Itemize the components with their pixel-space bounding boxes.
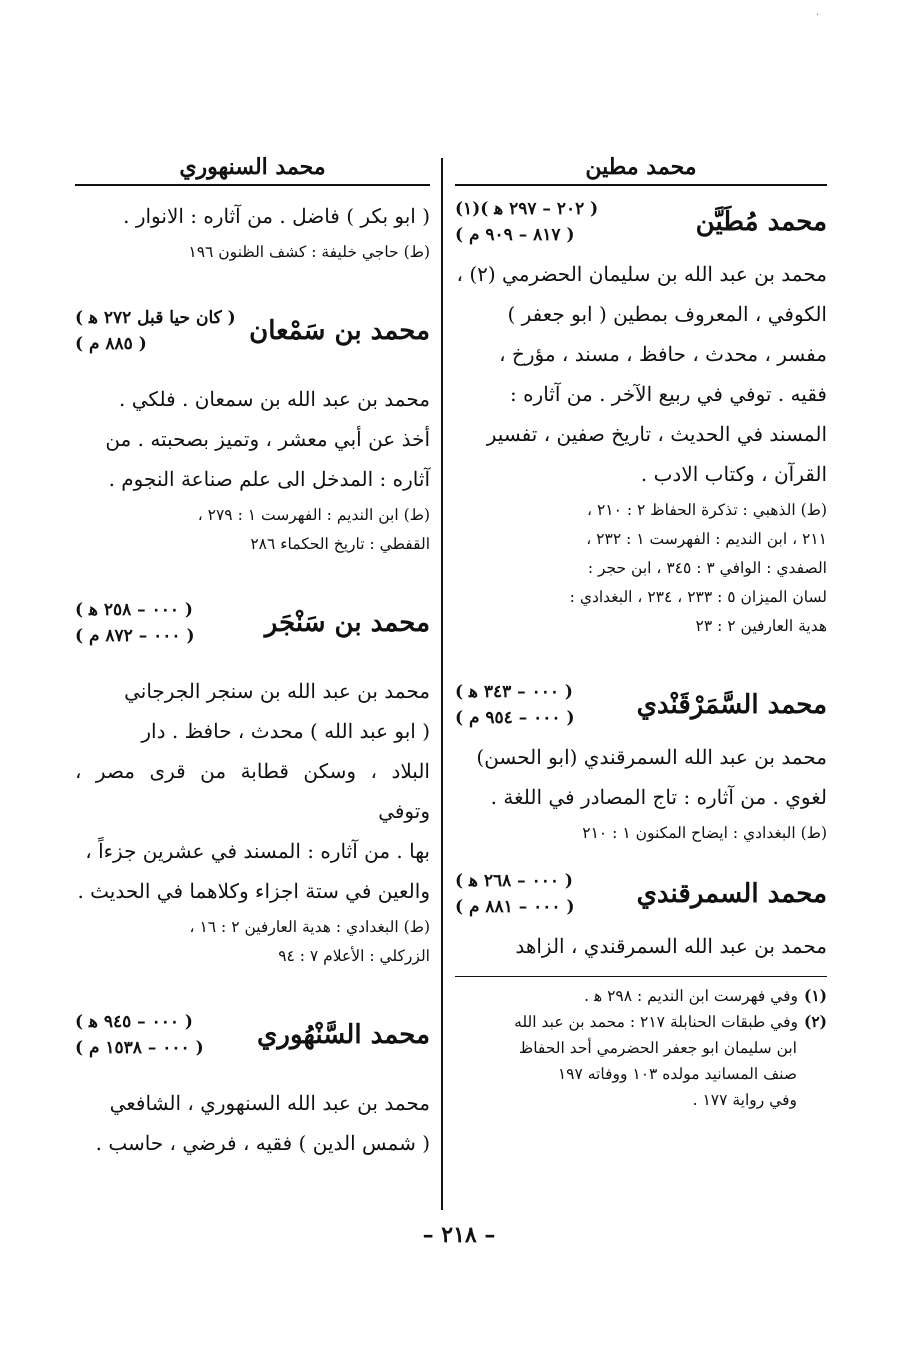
entry-name: محمد بن سَمْعان <box>249 316 430 346</box>
entry-heading <box>455 196 827 248</box>
dates-gregorian: ( ٨٨٥ م ) <box>75 334 147 354</box>
entry-sources <box>455 496 827 641</box>
source-line: (ط) الذهبي : تذكرة الحفاظ ٢ : ٢١٠ ، <box>587 501 827 519</box>
footnote-text: ابن سليمان ابو جعفر الحضرمي أحد الحفاظ <box>518 1039 797 1057</box>
running-header-right: محمد مطين <box>455 150 827 186</box>
entry-body <box>455 254 827 494</box>
footnote-text: صنف المسانيد مولده ١٠٣ ووفاته ١٩٧ <box>557 1065 797 1083</box>
footnote-line <box>455 1009 827 1035</box>
entry-name: محمد بن سَنْجَر <box>264 608 430 638</box>
entry-name: محمد السَّمَرْقَنْدي <box>636 690 827 720</box>
footnote-number: (٢) <box>803 1012 827 1031</box>
body-line: ( ابو بكر ) فاضل . من آثاره : الانوار . <box>123 204 430 228</box>
entry-dates <box>75 1009 204 1061</box>
body-line: محمد بن عبد الله السنهوري ، الشافعي <box>109 1091 430 1115</box>
body-line: الكوفي ، المعروف بمطين ( ابو جعفر ) <box>507 302 827 326</box>
dates-gregorian: ( ٠٠٠ – ١٥٣٨ م ) <box>75 1038 204 1058</box>
entry-heading <box>455 868 827 920</box>
source-line: (ط) ابن النديم : الفهرست ١ : ٢٧٩ ، <box>197 506 430 524</box>
entry-sources <box>455 819 827 848</box>
source-line: لسان الميزان ٥ : ٢٣٣ ، ٢٣٤ ، البغدادي : <box>569 588 827 606</box>
footnote-text: وفي طبقات الحنابلة ٢١٧ : محمد بن عبد الله <box>514 1013 798 1031</box>
footnote-line <box>455 1087 827 1113</box>
entry-body <box>75 1083 430 1163</box>
source-line: (ط) البغدادي : ايضاح المكنون ١ : ٢١٠ <box>582 824 827 842</box>
body-line: فقيه . توفي في ربيع الآخر . من آثاره : <box>509 382 827 406</box>
entry-name: محمد مُطَيَّن <box>695 207 827 237</box>
body-line: أخذ عن أبي معشر ، وتميز بصحبته . من <box>105 427 430 451</box>
dates-hijri: ( ٠٠٠ – ٩٤٥ ﻫ ) <box>75 1012 193 1032</box>
body-line: محمد بن عبد الله بن سليمان الحضرمي (٢) ، <box>456 262 827 286</box>
dates-gregorian: ( ٠٠٠ – ٨٧٢ م ) <box>75 626 195 646</box>
entry-heading <box>75 305 430 357</box>
source-line: هدية العارفين ٢ : ٢٣ <box>695 617 827 635</box>
body-line: محمد بن عبد الله السمرقندي ، الزاهد <box>515 934 827 958</box>
body-line: بها . من آثاره : المسند في عشرين جزءاً ، <box>85 839 430 863</box>
body-line: القرآن ، وكتاب الادب . <box>640 462 827 486</box>
page-number: – ٢١٨ – <box>422 1222 496 1248</box>
left-column <box>75 150 430 1163</box>
body-line: المسند في الحديث ، تاريخ صفين ، تفسير <box>486 422 827 446</box>
dates-hijri: ( ٢٠٢ – ٢٩٧ ﻫ )(١) <box>455 199 599 219</box>
entry-heading <box>75 1009 430 1061</box>
corner-mark: · <box>816 10 820 21</box>
footnote-line <box>455 1061 827 1087</box>
dates-gregorian: ( ٨١٧ – ٩٠٩ م ) <box>455 225 575 245</box>
dates-hijri: ( ٠٠٠ – ٢٦٨ ﻫ ) <box>455 871 573 891</box>
entry-name: محمد السَّنْهُوري <box>257 1020 430 1050</box>
dates-hijri: ( ٠٠٠ – ٢٥٨ ﻫ ) <box>75 600 193 620</box>
source-line: ٢١١ ، ابن النديم : الفهرست ١ : ٢٣٢ ، <box>586 530 827 548</box>
entry-body <box>75 196 430 236</box>
dates-hijri: ( ٠٠٠ – ٣٤٣ ﻫ ) <box>455 682 573 702</box>
entry-sources <box>75 238 430 267</box>
footnotes <box>455 983 827 1113</box>
source-line: (ط) حاجي خليفة : كشف الظنون ١٩٦ <box>188 243 430 261</box>
entry-name: محمد السمرقندي <box>636 879 827 909</box>
entry-body <box>455 926 827 966</box>
source-line: الزركلي : الأعلام ٧ : ٩٤ <box>278 947 430 965</box>
entry-body <box>75 379 430 499</box>
body-line: مفسر ، محدث ، حافظ ، مسند ، مؤرخ ، <box>499 342 827 366</box>
body-line: ( شمس الدين ) فقيه ، فرضي ، حاسب . <box>95 1131 430 1155</box>
footnote-line <box>455 1035 827 1061</box>
source-line: (ط) البغدادي : هدية العارفين ٢ : ١٦ ، <box>189 918 430 936</box>
entry-dates <box>455 679 575 731</box>
body-line: آثاره : المدخل الى علم صناعة النجوم . <box>108 467 430 491</box>
entry-body <box>455 737 827 817</box>
entry-sources <box>75 913 430 971</box>
entry-dates <box>75 305 236 357</box>
source-line: الصفدي : الوافي ٣ : ٣٤٥ ، ابن حجر : <box>587 559 827 577</box>
entry-sources <box>75 501 430 559</box>
body-line: محمد بن عبد الله السمرقندي (ابو الحسن) <box>476 745 827 769</box>
column-divider <box>441 158 443 1210</box>
entry-dates <box>75 597 195 649</box>
dates-hijri: ( كان حيا قبل ٢٧٢ ﻫ ) <box>75 308 236 328</box>
body-line: والعين في ستة اجزاء وكلاهما في الحديث . <box>77 879 430 903</box>
entry-heading <box>75 597 430 649</box>
body-line: لغوي . من آثاره : تاج المصادر في اللغة . <box>490 785 827 809</box>
footnote-line <box>455 983 827 1009</box>
dates-gregorian: ( ٠٠٠ – ٩٥٤ م ) <box>455 708 575 728</box>
footnote-text: وفي فهرست ابن النديم : ٢٩٨ ﻫ . <box>584 987 798 1005</box>
dates-gregorian: ( ٠٠٠ – ٨٨١ م ) <box>455 897 575 917</box>
body-line: محمد بن عبد الله بن سمعان . فلكي . <box>119 387 430 411</box>
running-header-left: محمد السنهوري <box>75 150 430 186</box>
body-line: ( ابو عبد الله ) محدث ، حافظ . دار <box>141 719 430 743</box>
entry-heading <box>455 679 827 731</box>
footnote-rule <box>455 976 827 977</box>
body-line: محمد بن عبد الله بن سنجر الجرجاني <box>124 679 430 703</box>
entry-body <box>75 671 430 911</box>
source-line: القفطي : تاريخ الحكماء ٢٨٦ <box>250 535 430 553</box>
entry-dates <box>455 196 598 248</box>
body-line: البلاد ، وسكن قطابة من قرى مصر ، وتوفي <box>75 759 430 823</box>
right-column <box>455 150 827 1113</box>
entry-dates <box>455 868 575 920</box>
footnote-text: وفي رواية ١٧٧ . <box>692 1091 797 1109</box>
footnote-number: (١) <box>803 986 827 1005</box>
